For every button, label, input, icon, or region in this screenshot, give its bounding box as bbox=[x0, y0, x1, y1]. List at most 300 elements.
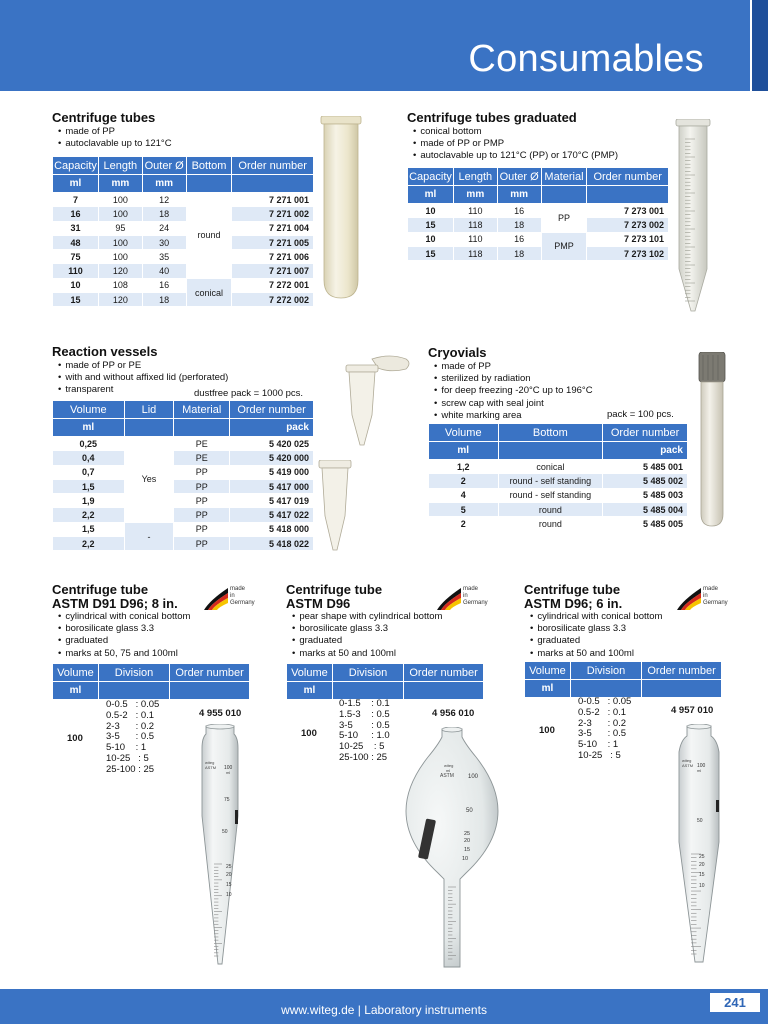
made-in-germany-text bbox=[463, 586, 488, 607]
bottom-cell: round bbox=[186, 193, 232, 279]
column-header: Capacity bbox=[53, 157, 99, 175]
column-header: Volume bbox=[53, 401, 125, 419]
made-in-germany-text bbox=[230, 586, 255, 607]
graduation-label: 10 bbox=[462, 856, 469, 862]
table-cell: 110 bbox=[453, 232, 497, 246]
section-title-centrifuge-tubes: Centrifuge tubes bbox=[52, 110, 156, 125]
bullet-item: • with and without affixed lid (perforated) bbox=[52, 372, 228, 384]
bullet-item: • borosilicate glass 3.3 bbox=[286, 623, 442, 635]
bullet-item: • cylindrical with conical bottom bbox=[524, 611, 662, 623]
bullet-item: • autoclavable up to 121°C bbox=[52, 138, 172, 150]
bullet-item: • autoclavable up to 121°C (PP) or 170°C (PMP) bbox=[407, 150, 618, 162]
astm-mark-text: ASTM bbox=[205, 765, 217, 770]
table-row bbox=[53, 221, 314, 235]
column-header: Capacity bbox=[408, 168, 454, 186]
order-number-cell: 7 271 005 bbox=[232, 235, 314, 249]
order-number-cell: 7 271 004 bbox=[232, 221, 314, 235]
table-row bbox=[429, 517, 688, 531]
table-cell: 1,5 bbox=[53, 522, 125, 536]
unit-cell: mm bbox=[98, 175, 142, 193]
germany-flag-icon bbox=[204, 588, 228, 610]
graduation-label: 10 bbox=[699, 883, 705, 889]
table-cell: 18 bbox=[497, 218, 541, 232]
astm-mark-text: witeg bbox=[682, 758, 692, 763]
reaction-vessel-lid-image bbox=[342, 353, 414, 449]
bullet-item: • borosilicate glass 3.3 bbox=[52, 623, 190, 635]
table-header-row bbox=[429, 424, 688, 442]
table-cell: 118 bbox=[453, 218, 497, 232]
table-row bbox=[429, 488, 688, 502]
order-number-cell: 5 485 002 bbox=[603, 474, 688, 488]
table-cell: 12 bbox=[142, 193, 186, 207]
astm-tube-3-order-number: 4 957 010 bbox=[671, 705, 714, 716]
bullet-item: • graduated bbox=[52, 635, 190, 647]
unit-cell: mm bbox=[142, 175, 186, 193]
table-row bbox=[53, 451, 314, 465]
table-row bbox=[53, 278, 314, 292]
unit-cell: ml bbox=[53, 682, 99, 700]
order-number-cell: 5 485 001 bbox=[603, 460, 688, 474]
order-number-cell: 7 271 006 bbox=[232, 250, 314, 264]
order-number-cell: 5 420 000 bbox=[230, 451, 314, 465]
graduated-tubes-table bbox=[407, 167, 669, 261]
table-cell: 18 bbox=[142, 207, 186, 221]
astm-tube-6in-image bbox=[675, 724, 723, 968]
table-cell: 48 bbox=[53, 235, 99, 249]
bullet-item: • graduated bbox=[524, 635, 662, 647]
astm-tube-1-bullets bbox=[52, 611, 190, 660]
astm-mark-text: ml bbox=[446, 768, 451, 773]
germany-flag-icon bbox=[437, 588, 461, 610]
centrifuge-tubes-table bbox=[52, 156, 314, 307]
table-cell: 95 bbox=[98, 221, 142, 235]
order-number-cell: 7 272 002 bbox=[232, 293, 314, 307]
table-cell: 108 bbox=[98, 278, 142, 292]
bullet-item: • white marking area bbox=[428, 410, 593, 422]
table-cell: 2 bbox=[429, 517, 499, 531]
table-row bbox=[53, 479, 314, 493]
astm-tube-2-order-number: 4 956 010 bbox=[432, 708, 475, 719]
column-header: Volume bbox=[287, 664, 333, 682]
order-number-cell: 7 271 007 bbox=[232, 264, 314, 278]
table-cell: 35 bbox=[142, 250, 186, 264]
table-row bbox=[408, 232, 669, 246]
table-row bbox=[408, 218, 669, 232]
astm-tube-1-order-number: 4 955 010 bbox=[199, 708, 242, 719]
table-cell: 120 bbox=[98, 293, 142, 307]
table-cell: PE bbox=[174, 437, 230, 451]
table-row bbox=[429, 460, 688, 474]
table-cell: 120 bbox=[98, 264, 142, 278]
reaction-vessel-image bbox=[318, 460, 352, 552]
astm-mark-text: ml bbox=[697, 768, 702, 773]
astm-tube-3-title-line2: ASTM D96; 6 in. bbox=[524, 596, 623, 611]
graduation-label: 100 bbox=[697, 763, 706, 769]
table-cell: 15 bbox=[408, 218, 454, 232]
column-header: Order number bbox=[587, 168, 669, 186]
order-number-cell: 5 485 005 bbox=[603, 517, 688, 531]
table-cell: 15 bbox=[408, 246, 454, 260]
table-cell: 4 bbox=[429, 488, 499, 502]
bullet-item: • cylindrical with conical bottom bbox=[52, 611, 190, 623]
bullet-item: • made of PP bbox=[428, 361, 593, 373]
table-row bbox=[429, 474, 688, 488]
section-title-graduated-tubes: Centrifuge tubes graduated bbox=[407, 110, 577, 125]
table-row bbox=[53, 293, 314, 307]
astm-tube-3-bullets bbox=[524, 611, 662, 660]
table-row bbox=[53, 264, 314, 278]
table-cell: 0,25 bbox=[53, 437, 125, 451]
column-header: Length bbox=[453, 168, 497, 186]
bullet-item: • screw cap with seal joint bbox=[428, 398, 593, 410]
unit-cell bbox=[232, 175, 314, 193]
table-cell: round bbox=[498, 517, 603, 531]
astm-mark-text: witeg bbox=[444, 763, 454, 768]
column-header: Order number bbox=[230, 401, 314, 419]
table-cell: 1,2 bbox=[429, 460, 499, 474]
bullet-item: • marks at 50 and 100ml bbox=[524, 648, 662, 660]
astm-tube-1-volume: 100 bbox=[67, 733, 83, 744]
unit-cell bbox=[404, 682, 484, 700]
table-cell: PP bbox=[174, 465, 230, 479]
column-header: Material bbox=[174, 401, 230, 419]
cryovials-table bbox=[428, 423, 688, 531]
table-cell: 100 bbox=[98, 193, 142, 207]
unit-cell bbox=[587, 186, 669, 204]
table-cell: 10 bbox=[408, 232, 454, 246]
unit-cell: ml bbox=[53, 419, 125, 437]
made-word: made bbox=[703, 586, 719, 592]
bullet-item: • made of PP bbox=[52, 126, 172, 138]
astm-mark-text: witeg bbox=[205, 760, 215, 765]
made-word: made bbox=[463, 586, 479, 592]
graduation-label: 100 bbox=[468, 774, 479, 780]
order-number-cell: 7 272 001 bbox=[232, 278, 314, 292]
order-number-cell: 7 271 001 bbox=[232, 193, 314, 207]
table-cell: 100 bbox=[98, 235, 142, 249]
bullet-item: • graduated bbox=[286, 635, 442, 647]
table-row bbox=[408, 204, 669, 218]
bullet-item: • made of PP or PE bbox=[52, 360, 228, 372]
table-cell: 110 bbox=[53, 264, 99, 278]
unit-cell bbox=[332, 682, 403, 700]
centrifuge-tubes-bullets bbox=[52, 126, 172, 150]
astm-tube-3-volume: 100 bbox=[539, 725, 555, 736]
made-in-germany-badge bbox=[437, 586, 487, 612]
cryovial-image bbox=[697, 352, 727, 528]
table-row bbox=[53, 235, 314, 249]
table-cell: 7 bbox=[53, 193, 99, 207]
graduation-label: 10 bbox=[226, 892, 232, 898]
footer-website-link[interactable]: www.witeg.de | Laboratory instruments bbox=[281, 1003, 487, 1017]
bullet-item: • sterilized by radiation bbox=[428, 373, 593, 385]
table-row bbox=[53, 537, 314, 551]
table-cell: 10 bbox=[408, 204, 454, 218]
table-row bbox=[53, 250, 314, 264]
table-cell: 10 bbox=[53, 278, 99, 292]
footer-text bbox=[0, 1003, 768, 1017]
table-cell: 2,2 bbox=[53, 537, 125, 551]
germany-flag-icon bbox=[677, 588, 701, 610]
order-number-cell: 5 485 004 bbox=[603, 502, 688, 516]
astm-mark-text: ASTM bbox=[440, 773, 454, 779]
unit-cell: ml bbox=[53, 175, 99, 193]
column-header: Bottom bbox=[498, 424, 603, 442]
table-cell: 2,2 bbox=[53, 508, 125, 522]
bullet-item: • for deep freezing -20°C up to 196°C bbox=[428, 385, 593, 397]
in-word: in bbox=[463, 593, 468, 599]
table-cell: PP bbox=[174, 537, 230, 551]
table-header-row bbox=[53, 157, 314, 175]
astm-tube-1-title-line2: ASTM D91 D96; 8 in. bbox=[52, 596, 178, 611]
order-number-cell: 7 271 002 bbox=[232, 207, 314, 221]
table-cell: 24 bbox=[142, 221, 186, 235]
table-cell: 1,9 bbox=[53, 494, 125, 508]
unit-cell bbox=[570, 680, 641, 698]
astm-tube-2-table bbox=[286, 663, 484, 700]
graduation-label: 25 bbox=[226, 864, 232, 870]
table-units-row bbox=[525, 680, 722, 698]
table-row bbox=[53, 193, 314, 207]
astm-tube-1-title-line1: Centrifuge tube bbox=[52, 582, 149, 597]
table-cell: 18 bbox=[497, 246, 541, 260]
unit-cell bbox=[186, 175, 232, 193]
column-header: Material bbox=[541, 168, 587, 186]
bullet-item: • marks at 50 and 100ml bbox=[286, 648, 442, 660]
unit-cell bbox=[174, 419, 230, 437]
reaction-vessels-pack-note: dustfree pack = 1000 pcs. bbox=[194, 388, 304, 399]
made-in-germany-badge bbox=[677, 586, 727, 612]
table-header-row bbox=[408, 168, 669, 186]
table-units-row bbox=[53, 175, 314, 193]
order-number-cell: 5 419 000 bbox=[230, 465, 314, 479]
order-number-cell: 7 273 001 bbox=[587, 204, 669, 218]
graduation-label: 25 bbox=[699, 854, 705, 860]
table-units-row bbox=[53, 419, 314, 437]
table-cell: PP bbox=[174, 522, 230, 536]
made-in-germany-badge bbox=[204, 586, 254, 612]
lid-cell: Yes bbox=[124, 437, 174, 523]
unit-cell: ml bbox=[429, 442, 499, 460]
column-header: Order number bbox=[170, 664, 250, 682]
table-row bbox=[429, 502, 688, 516]
order-number-cell: 5 418 022 bbox=[230, 537, 314, 551]
column-header: Division bbox=[332, 664, 403, 682]
order-number-cell: 5 417 000 bbox=[230, 479, 314, 493]
table-row bbox=[408, 246, 669, 260]
bullet-item: • borosilicate glass 3.3 bbox=[524, 623, 662, 635]
graduation-label: 50 bbox=[697, 818, 703, 824]
graduation-label: 15 bbox=[699, 872, 705, 878]
astm-tube-3-divisions: 0-0.5 : 0.05 0.5-2 : 0.1 2-3 : 0.2 3-5 : 0.5 5-10 : 1 10-25 : 5 bbox=[578, 696, 632, 761]
bullet-item: • pear shape with cylindrical bottom bbox=[286, 611, 442, 623]
table-cell: round bbox=[498, 502, 603, 516]
table-cell: 2 bbox=[429, 474, 499, 488]
column-header: Order number bbox=[232, 157, 314, 175]
centrifuge-tube-pp-image bbox=[318, 116, 364, 300]
column-header: Division bbox=[570, 662, 641, 680]
astm-tube-3-title-line1: Centrifuge tube bbox=[524, 582, 621, 597]
column-header: Division bbox=[98, 664, 169, 682]
column-header: Outer Ø bbox=[497, 168, 541, 186]
table-units-row bbox=[53, 682, 250, 700]
table-header-row bbox=[287, 664, 484, 682]
astm-tube-1-divisions: 0-0.5 : 0.05 0.5-2 : 0.1 2-3 : 0.2 3-5 : 0.5 5-10 : 1 10-25 : 5 25-100 : 25 bbox=[106, 699, 160, 775]
cryovials-pack-note: pack = 100 pcs. bbox=[607, 409, 674, 420]
unit-cell: pack bbox=[230, 419, 314, 437]
germany-word: Germany bbox=[703, 600, 728, 606]
astm-tube-2-bullets bbox=[286, 611, 442, 660]
table-row bbox=[53, 207, 314, 221]
germany-word: Germany bbox=[463, 600, 488, 606]
graduation-label: 50 bbox=[222, 829, 228, 835]
graduation-label: 75 bbox=[224, 797, 230, 803]
bullet-item: • conical bottom bbox=[407, 126, 618, 138]
unit-cell: mm bbox=[453, 186, 497, 204]
unit-cell bbox=[498, 442, 603, 460]
header-accent-strip bbox=[752, 0, 768, 91]
graduated-tubes-bullets bbox=[407, 126, 618, 163]
table-cell: conical bbox=[498, 460, 603, 474]
graduation-label: 15 bbox=[226, 882, 232, 888]
unit-cell: ml bbox=[525, 680, 571, 698]
table-cell: round - self standing bbox=[498, 488, 603, 502]
unit-cell bbox=[642, 680, 722, 698]
table-cell: 100 bbox=[98, 250, 142, 264]
astm-mark-text: ASTM bbox=[682, 763, 694, 768]
made-word: made bbox=[230, 586, 246, 592]
cryovials-bullets bbox=[428, 361, 593, 422]
graduated-tube-image bbox=[675, 119, 711, 315]
order-number-cell: 5 485 003 bbox=[603, 488, 688, 502]
in-word: in bbox=[703, 593, 708, 599]
bullet-item: • made of PP or PMP bbox=[407, 138, 618, 150]
order-number-cell: 7 273 101 bbox=[587, 232, 669, 246]
page-title: Consumables bbox=[468, 38, 704, 80]
table-cell: 1,5 bbox=[53, 479, 125, 493]
unit-cell: pack bbox=[603, 442, 688, 460]
table-header-row bbox=[53, 401, 314, 419]
astm-tube-pear-image bbox=[404, 727, 500, 973]
table-cell: PP bbox=[174, 479, 230, 493]
material-cell: PMP bbox=[541, 232, 587, 261]
table-row bbox=[53, 437, 314, 451]
table-cell: 40 bbox=[142, 264, 186, 278]
column-header: Length bbox=[98, 157, 142, 175]
column-header: Order number bbox=[404, 664, 484, 682]
graduation-label: 50 bbox=[466, 808, 473, 814]
unit-cell bbox=[541, 186, 587, 204]
table-cell: 110 bbox=[453, 204, 497, 218]
unit-cell: ml bbox=[408, 186, 454, 204]
order-number-cell: 7 273 002 bbox=[587, 218, 669, 232]
table-row bbox=[53, 522, 314, 536]
table-cell: 75 bbox=[53, 250, 99, 264]
astm-tube-3-table bbox=[524, 661, 722, 698]
material-cell: PP bbox=[541, 204, 587, 233]
column-header: Volume bbox=[525, 662, 571, 680]
order-number-cell: 5 417 019 bbox=[230, 494, 314, 508]
order-number-cell: 5 420 025 bbox=[230, 437, 314, 451]
astm-tube-2-divisions: 0-1.5 : 0.1 1.5-3 : 0.5 3-5 : 0.5 5-10 : 1.0 10-25 : 5 25-100 : 25 bbox=[339, 698, 390, 763]
column-header: Bottom bbox=[186, 157, 232, 175]
astm-tube-2-volume: 100 bbox=[301, 728, 317, 739]
unit-cell: ml bbox=[287, 682, 333, 700]
table-row bbox=[53, 465, 314, 479]
table-cell: 16 bbox=[497, 204, 541, 218]
table-cell: 5 bbox=[429, 502, 499, 516]
bullet-item: • marks at 50, 75 and 100ml bbox=[52, 648, 190, 660]
table-cell: 0,4 bbox=[53, 451, 125, 465]
order-number-cell: 7 273 102 bbox=[587, 246, 669, 260]
table-cell: 30 bbox=[142, 235, 186, 249]
made-in-germany-text bbox=[703, 586, 728, 607]
table-units-row bbox=[429, 442, 688, 460]
table-cell: PE bbox=[174, 451, 230, 465]
table-cell: 31 bbox=[53, 221, 99, 235]
graduation-label: 20 bbox=[699, 862, 705, 868]
order-number-cell: 5 417 022 bbox=[230, 508, 314, 522]
section-title-cryovials: Cryovials bbox=[428, 345, 487, 360]
table-header-row bbox=[525, 662, 722, 680]
column-header: Volume bbox=[53, 664, 99, 682]
order-number-cell: 5 418 000 bbox=[230, 522, 314, 536]
germany-word: Germany bbox=[230, 600, 255, 606]
bullet-item: • transparent bbox=[52, 384, 228, 396]
table-units-row bbox=[287, 682, 484, 700]
column-header: Volume bbox=[429, 424, 499, 442]
bottom-cell: conical bbox=[186, 278, 232, 307]
column-header: Lid bbox=[124, 401, 174, 419]
graduation-label: 20 bbox=[226, 872, 232, 878]
table-cell: PP bbox=[174, 494, 230, 508]
table-cell: 100 bbox=[98, 207, 142, 221]
table-cell: 0,7 bbox=[53, 465, 125, 479]
table-units-row bbox=[408, 186, 669, 204]
unit-cell bbox=[170, 682, 250, 700]
table-cell: round - self standing bbox=[498, 474, 603, 488]
table-cell: 118 bbox=[453, 246, 497, 260]
graduation-label: 20 bbox=[464, 838, 471, 844]
table-cell: 16 bbox=[53, 207, 99, 221]
astm-tube-8in-image bbox=[192, 724, 248, 970]
graduation-label: 25 bbox=[464, 831, 471, 837]
section-title-reaction-vessels: Reaction vessels bbox=[52, 344, 158, 359]
table-row bbox=[53, 494, 314, 508]
column-header: Outer Ø bbox=[142, 157, 186, 175]
column-header: Order number bbox=[603, 424, 688, 442]
table-cell: PP bbox=[174, 508, 230, 522]
table-cell: 15 bbox=[53, 293, 99, 307]
graduation-label: 100 bbox=[224, 765, 233, 771]
page-number: 241 bbox=[710, 993, 760, 1012]
table-cell: 16 bbox=[142, 278, 186, 292]
column-header: Order number bbox=[642, 662, 722, 680]
in-word: in bbox=[230, 593, 235, 599]
graduation-label: 15 bbox=[464, 847, 471, 853]
reaction-vessels-table bbox=[52, 400, 314, 551]
table-cell: 16 bbox=[497, 232, 541, 246]
lid-cell: - bbox=[124, 522, 174, 551]
table-row bbox=[53, 508, 314, 522]
unit-cell bbox=[98, 682, 169, 700]
astm-tube-2-title-line1: Centrifuge tube bbox=[286, 582, 383, 597]
table-header-row bbox=[53, 664, 250, 682]
astm-tube-2-title-line2: ASTM D96 bbox=[286, 596, 351, 611]
unit-cell: mm bbox=[497, 186, 541, 204]
table-cell: 18 bbox=[142, 293, 186, 307]
unit-cell bbox=[124, 419, 174, 437]
